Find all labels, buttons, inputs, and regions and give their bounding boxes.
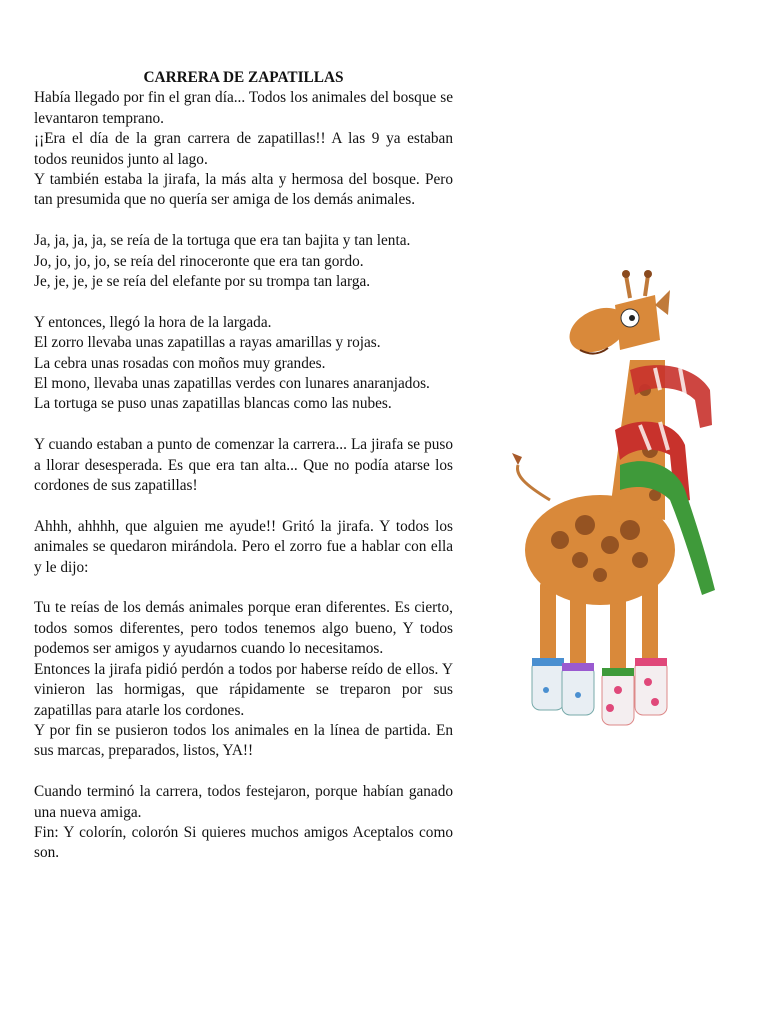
story-paragraph: Y entonces, llegó la hora de la largada. bbox=[34, 313, 272, 331]
story-paragraph: Je, je, je, je se reía del elefante por su trompa tan larga. bbox=[34, 273, 371, 291]
story-paragraph: La tortuga se puso unas zapatillas blancas como las nubes. bbox=[34, 395, 392, 413]
story-paragraph: Ahhh, ahhhh, que alguien me ayude!! Gritó la jirafa. Y todos los animales se quedaron mirándola. Pero el zorro fue a hablar con ella y le dijo: bbox=[34, 517, 453, 576]
story-paragraph: Cuando terminó la carrera, todos festejaron, porque habían ganado una nueva amiga. bbox=[34, 783, 453, 821]
story-paragraph: El mono, llevaba unas zapatillas verdes con lunares anaranjados. bbox=[34, 375, 430, 393]
paragraph-gap bbox=[34, 496, 453, 516]
story-title: CARRERA DE ZAPATILLAS bbox=[143, 69, 344, 86]
paragraph-gap bbox=[34, 415, 453, 435]
story-paragraph: Jo, jo, jo, jo, se reía del rinoceronte que era tan gordo. bbox=[34, 252, 364, 270]
story-paragraph: Ja, ja, ja, ja, se reía de la tortuga que era tan bajita y tan lenta. bbox=[34, 232, 411, 250]
paragraph-gap bbox=[34, 578, 453, 598]
story-paragraph: Fin: Y colorín, colorón Si quieres muchos amigos Aceptalos como son. bbox=[34, 823, 453, 862]
story-paragraph: La cebra unas rosadas con moños muy grandes. bbox=[34, 354, 326, 372]
story-paragraph: Entonces la jirafa pidió perdón a todos por haberse reído de ellos. Y vinieron las hormigas, que rápidamente se treparon por sus zapatillas para atarle los cordones. bbox=[34, 660, 453, 719]
story-body bbox=[34, 88, 453, 863]
giraffe-illustration bbox=[480, 250, 750, 740]
paragraph-gap bbox=[34, 762, 453, 782]
story-paragraph: Tu te reías de los demás animales porque eran diferentes. Es cierto, todos somos diferentes, pero todos tenemos algo bueno, Y todos podemos ser amigos y ayudarnos cuando lo necesitamos. bbox=[34, 599, 453, 658]
story-document bbox=[34, 68, 453, 864]
story-paragraph: El zorro llevaba unas zapatillas a rayas amarillas y rojas. bbox=[34, 334, 381, 352]
story-paragraph: Y cuando estaban a punto de comenzar la carrera... La jirafa se puso a llorar desesperada. Es que era tan alta... Que no podía atarse los cordones de sus zapatillas! bbox=[34, 436, 453, 495]
paragraph-gap bbox=[34, 211, 453, 231]
story-paragraph: Y por fin se pusieron todos los animales en la línea de partida. En sus marcas, preparados, listos, YA!! bbox=[34, 721, 453, 760]
paragraph-gap bbox=[34, 292, 453, 312]
story-paragraph: Y también estaba la jirafa, la más alta y hermosa del bosque. Pero tan presumida que no quería ser amiga de los demás animales. bbox=[34, 171, 453, 209]
story-paragraph: ¡¡Era el día de la gran carrera de zapatillas!! A las 9 ya estaban todos reunidos junto al lago. bbox=[34, 130, 453, 168]
story-paragraph: Había llegado por fin el gran día... Todos los animales del bosque se levantaron temprano. bbox=[34, 89, 453, 127]
